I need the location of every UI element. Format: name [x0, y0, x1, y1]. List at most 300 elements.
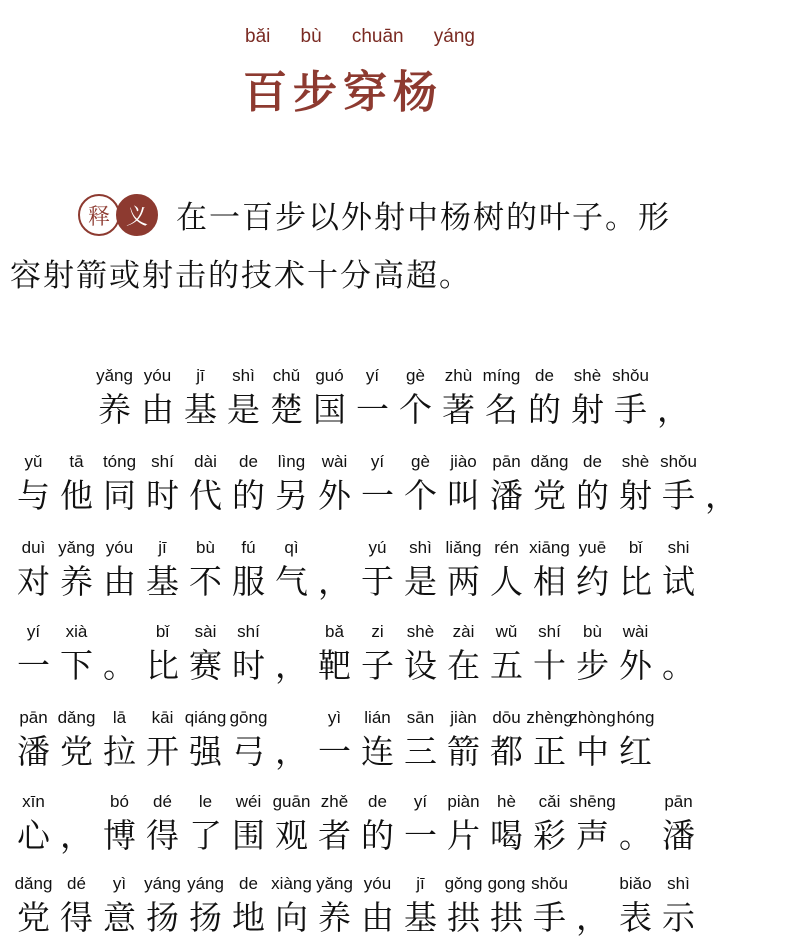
ruby-cell	[356, 452, 399, 516]
ruby-cell	[614, 452, 657, 516]
pinyin: yí	[26, 622, 41, 641]
hanzi: 一	[318, 732, 351, 771]
pinyin: yǔ	[24, 452, 43, 471]
pinyin: jī	[416, 874, 425, 893]
ruby-cell	[55, 792, 98, 856]
pinyin: zài	[452, 622, 475, 641]
hanzi: 外	[318, 476, 351, 515]
ruby-cell	[141, 792, 184, 856]
hanzi: 正	[533, 732, 566, 771]
hanzi: ，	[275, 732, 308, 771]
pinyin: qì	[284, 538, 299, 557]
ruby-cell	[184, 792, 227, 856]
pinyin: bǎ	[325, 622, 344, 641]
hanzi: 是	[404, 562, 437, 601]
ruby-cell	[523, 366, 566, 430]
hanzi: 约	[576, 562, 609, 601]
pinyin: wǔ	[495, 622, 518, 641]
hanzi: 设	[404, 646, 437, 685]
hanzi: 子	[361, 646, 394, 685]
hanzi: 。	[619, 816, 652, 855]
hanzi: 扬	[146, 898, 179, 937]
ruby-cell	[98, 538, 141, 602]
ruby-cell	[528, 708, 571, 772]
pinyin: zhù	[444, 366, 473, 385]
ruby-cell	[12, 538, 55, 602]
hanzi: 中	[576, 732, 609, 771]
pinyin: zhě	[320, 792, 349, 811]
pinyin: gōng	[229, 708, 268, 727]
pinyin: xiāng	[529, 538, 570, 557]
pinyin: xiàng	[271, 874, 312, 893]
pinyin: yóu	[105, 538, 134, 557]
pinyin: chǔ	[272, 366, 301, 385]
pinyin: shì	[667, 874, 690, 893]
ruby-cell	[12, 622, 55, 686]
hanzi: 拉	[103, 732, 136, 771]
hanzi: 党	[533, 476, 566, 515]
hanzi: 对	[17, 562, 50, 601]
pinyin: lā	[112, 708, 127, 727]
pinyin: bó	[110, 792, 129, 811]
ruby-cell	[356, 708, 399, 772]
pinyin: de	[535, 366, 554, 385]
ruby-cell	[270, 792, 313, 856]
hanzi: 的	[232, 476, 265, 515]
ruby-cell	[227, 792, 270, 856]
ruby-cell	[485, 874, 528, 938]
pinyin: duì	[21, 538, 46, 557]
pinyin: gǒng	[444, 874, 483, 893]
badge-char: 释	[78, 194, 120, 236]
hanzi: 时	[232, 646, 265, 685]
ruby-cell	[55, 622, 98, 686]
pinyin: xīn	[22, 792, 45, 811]
hanzi: ，	[576, 898, 609, 937]
definition-text-line: 容射箭或射击的技术十分高超。	[10, 258, 472, 294]
pinyin: shí	[237, 622, 260, 641]
pinyin: shǒu	[531, 874, 568, 893]
ruby-cell	[528, 874, 571, 938]
pinyin: hè	[497, 792, 516, 811]
hanzi: 强	[189, 732, 222, 771]
ruby-cell	[399, 874, 442, 938]
hanzi: 开	[146, 732, 179, 771]
hanzi: 下	[60, 646, 93, 685]
pinyin: yǎng	[96, 366, 133, 385]
ruby-cell	[227, 452, 270, 516]
pinyin: yáng	[144, 874, 181, 893]
ruby-cell	[98, 622, 141, 686]
hanzi: 表	[619, 898, 652, 937]
hanzi: 一	[17, 646, 50, 685]
hanzi: 声	[576, 816, 609, 855]
pinyin: tā	[69, 452, 84, 471]
pinyin: shǒu	[612, 366, 649, 385]
pinyin: bù	[196, 538, 215, 557]
pinyin: zhòng	[569, 708, 616, 727]
pinyin: shí	[151, 452, 174, 471]
hanzi: 红	[619, 732, 652, 771]
hanzi: 十	[533, 646, 566, 685]
pinyin: yì	[327, 708, 342, 727]
hanzi: 时	[146, 476, 179, 515]
hanzi: 基	[184, 390, 217, 429]
hanzi: 基	[146, 562, 179, 601]
hanzi: 试	[662, 562, 695, 601]
ruby-cell	[485, 708, 528, 772]
ruby-cell	[270, 708, 313, 772]
ruby-cell	[442, 622, 485, 686]
pinyin: xià	[65, 622, 88, 641]
hanzi: 。	[662, 646, 695, 685]
pinyin: bǐ	[628, 538, 643, 557]
pinyin: de	[583, 452, 602, 471]
ruby-cell	[184, 538, 227, 602]
pinyin: shè	[621, 452, 650, 471]
pinyin: de	[239, 874, 258, 893]
ruby-cell	[571, 452, 614, 516]
ruby-cell	[399, 792, 442, 856]
ruby-cell	[270, 622, 313, 686]
hanzi: 手	[533, 898, 566, 937]
ruby-cell	[528, 538, 571, 602]
pinyin: dé	[153, 792, 172, 811]
hanzi: 国	[313, 390, 346, 429]
pinyin: tóng	[102, 452, 137, 471]
ruby-cell	[485, 792, 528, 856]
ruby-cell	[12, 792, 55, 856]
ruby-cell	[308, 366, 351, 430]
pinyin: jiào	[450, 452, 477, 471]
hanzi: 一	[404, 816, 437, 855]
ruby-cell	[442, 874, 485, 938]
ruby-cell	[528, 792, 571, 856]
badge-char: 义	[116, 194, 158, 236]
hanzi: 拱	[447, 898, 480, 937]
hanzi: 喝	[490, 816, 523, 855]
hanzi: ，	[705, 476, 738, 515]
pinyin: cǎi	[538, 792, 561, 811]
pinyin: dǎng	[14, 874, 53, 893]
pinyin: guān	[272, 792, 311, 811]
hanzi: 不	[189, 562, 222, 601]
ruby-cell	[222, 366, 265, 430]
story-line	[12, 622, 700, 686]
hanzi: 了	[189, 816, 222, 855]
hanzi: 射	[619, 476, 652, 515]
title-pinyin-syllable: chuān	[351, 26, 404, 47]
pinyin: wéi	[235, 792, 262, 811]
hanzi: 比	[146, 646, 179, 685]
pinyin: wài	[622, 622, 649, 641]
hanzi: 由	[141, 390, 174, 429]
hanzi: 党	[17, 898, 50, 937]
ruby-cell	[700, 452, 743, 516]
pinyin: shè	[573, 366, 602, 385]
ruby-cell	[399, 538, 442, 602]
story-line	[93, 366, 695, 430]
ruby-cell	[141, 874, 184, 938]
ruby-cell	[98, 708, 141, 772]
hanzi: 彩	[533, 816, 566, 855]
pinyin: wài	[321, 452, 348, 471]
ruby-cell	[351, 366, 394, 430]
ruby-cell	[485, 452, 528, 516]
ruby-cell	[399, 622, 442, 686]
ruby-cell	[93, 366, 136, 430]
pinyin: yì	[112, 874, 127, 893]
pinyin: yǎng	[58, 538, 95, 557]
pinyin: gè	[406, 366, 425, 385]
pinyin: shí	[538, 622, 561, 641]
pinyin: qiáng	[184, 708, 227, 727]
pinyin: lián	[364, 708, 391, 727]
ruby-cell	[437, 366, 480, 430]
pinyin: bù	[583, 622, 602, 641]
story-line	[12, 538, 700, 602]
hanzi: 是	[227, 390, 260, 429]
ruby-cell	[571, 622, 614, 686]
pinyin: le	[198, 792, 213, 811]
hanzi: 得	[146, 816, 179, 855]
hanzi: 养	[318, 898, 351, 937]
hanzi: 五	[490, 646, 523, 685]
hanzi: 著	[442, 390, 475, 429]
story-line	[12, 874, 700, 938]
pinyin: yóu	[363, 874, 392, 893]
ruby-cell	[141, 708, 184, 772]
hanzi: 地	[232, 898, 265, 937]
ruby-cell	[571, 538, 614, 602]
ruby-cell	[442, 452, 485, 516]
pinyin: bǐ	[155, 622, 170, 641]
ruby-cell	[652, 366, 695, 430]
story-line	[12, 708, 657, 772]
pinyin: shǒu	[660, 452, 697, 471]
hanzi: 楚	[270, 390, 303, 429]
ruby-cell	[356, 874, 399, 938]
hanzi: 一	[361, 476, 394, 515]
hanzi: 。	[103, 646, 136, 685]
hanzi: 潘	[662, 816, 695, 855]
hanzi: 与	[17, 476, 50, 515]
ruby-cell	[55, 708, 98, 772]
ruby-cell	[55, 874, 98, 938]
hanzi: 于	[361, 562, 394, 601]
hanzi: 射	[571, 390, 604, 429]
hanzi: 拱	[490, 898, 523, 937]
pinyin: dōu	[492, 708, 521, 727]
pinyin: yí	[413, 792, 428, 811]
ruby-cell	[227, 622, 270, 686]
hanzi: 由	[103, 562, 136, 601]
hanzi: 意	[103, 898, 136, 937]
ruby-cell	[609, 366, 652, 430]
pinyin: sān	[406, 708, 435, 727]
ruby-cell	[313, 622, 356, 686]
ruby-cell	[184, 874, 227, 938]
hanzi: 个	[404, 476, 437, 515]
hanzi: 潘	[17, 732, 50, 771]
pinyin: jī	[196, 366, 205, 385]
hanzi: 箭	[447, 732, 480, 771]
ruby-cell	[566, 366, 609, 430]
hanzi: 个	[399, 390, 432, 429]
ruby-cell	[657, 622, 700, 686]
pinyin: shì	[409, 538, 432, 557]
pinyin: jī	[158, 538, 167, 557]
ruby-cell	[394, 366, 437, 430]
hanzi: 围	[232, 816, 265, 855]
ruby-cell	[485, 622, 528, 686]
ruby-cell	[657, 538, 700, 602]
ruby-cell	[614, 874, 657, 938]
hanzi: 的	[361, 816, 394, 855]
ruby-cell	[184, 452, 227, 516]
ruby-cell	[313, 874, 356, 938]
story-line	[12, 792, 700, 856]
hanzi: 三	[404, 732, 437, 771]
ruby-cell	[141, 538, 184, 602]
hanzi: 比	[619, 562, 652, 601]
ruby-cell	[270, 452, 313, 516]
hanzi: 外	[619, 646, 652, 685]
hanzi: 由	[361, 898, 394, 937]
hanzi: 心	[17, 816, 50, 855]
pinyin: fú	[241, 538, 256, 557]
hanzi: 在	[447, 646, 480, 685]
ruby-cell	[227, 708, 270, 772]
pinyin: sài	[194, 622, 217, 641]
ruby-cell	[356, 622, 399, 686]
hanzi: 手	[662, 476, 695, 515]
pinyin: yóu	[143, 366, 172, 385]
ruby-cell	[184, 622, 227, 686]
hanzi: 另	[275, 476, 308, 515]
ruby-cell	[356, 792, 399, 856]
ruby-cell	[313, 708, 356, 772]
hanzi: ，	[60, 816, 93, 855]
pinyin: shì	[232, 366, 255, 385]
page-title: 百步穿杨	[243, 67, 443, 118]
hanzi: 的	[528, 390, 561, 429]
hanzi: ，	[318, 562, 351, 601]
hanzi: 基	[404, 898, 437, 937]
ruby-cell	[98, 452, 141, 516]
hanzi: ，	[657, 390, 690, 429]
ruby-cell	[313, 452, 356, 516]
pinyin: de	[368, 792, 387, 811]
ruby-cell	[528, 622, 571, 686]
ruby-cell	[265, 366, 308, 430]
ruby-cell	[657, 874, 700, 938]
hanzi: 连	[361, 732, 394, 771]
pinyin: dài	[194, 452, 217, 471]
hanzi: 扬	[189, 898, 222, 937]
hanzi: 都	[490, 732, 523, 771]
definition-badge	[78, 194, 158, 236]
ruby-cell	[270, 874, 313, 938]
hanzi: 气	[275, 562, 308, 601]
pinyin: shi	[667, 538, 690, 557]
ruby-cell	[12, 452, 55, 516]
ruby-cell	[141, 452, 184, 516]
hanzi: 示	[662, 898, 695, 937]
hanzi: 两	[447, 562, 480, 601]
definition-text-line: 在一百步以外射中杨树的叶子。形	[176, 200, 671, 236]
hanzi: 他	[60, 476, 93, 515]
pinyin: dǎng	[530, 452, 569, 471]
ruby-cell	[528, 452, 571, 516]
pinyin: piàn	[447, 792, 480, 811]
ruby-cell	[184, 708, 227, 772]
hanzi: 步	[576, 646, 609, 685]
pinyin: jiàn	[450, 708, 477, 727]
pinyin: dǎng	[57, 708, 96, 727]
ruby-cell	[141, 622, 184, 686]
title-pinyin-syllable: bù	[300, 26, 322, 47]
pinyin: gè	[411, 452, 430, 471]
hanzi: ，	[275, 646, 308, 685]
pinyin: de	[239, 452, 258, 471]
hanzi: 相	[533, 562, 566, 601]
pinyin: yǎng	[316, 874, 353, 893]
hanzi: 观	[275, 816, 308, 855]
pinyin: yú	[368, 538, 387, 557]
ruby-cell	[12, 708, 55, 772]
hanzi: 人	[490, 562, 523, 601]
pinyin: yáng	[187, 874, 224, 893]
ruby-cell	[98, 874, 141, 938]
title-pinyin-syllable: yáng	[433, 26, 475, 47]
hanzi: 叫	[447, 476, 480, 515]
pinyin: pān	[492, 452, 521, 471]
hanzi: 的	[576, 476, 609, 515]
hanzi: 同	[103, 476, 136, 515]
ruby-cell	[442, 708, 485, 772]
hanzi: 赛	[189, 646, 222, 685]
title-pinyin-syllable: bǎi	[245, 26, 271, 47]
pinyin: lìng	[277, 452, 306, 471]
ruby-cell	[614, 622, 657, 686]
pinyin: shēng	[569, 792, 616, 811]
ruby-cell	[480, 366, 523, 430]
pinyin: yí	[370, 452, 385, 471]
story-line	[12, 452, 743, 516]
pinyin: kāi	[151, 708, 174, 727]
pinyin: míng	[482, 366, 521, 385]
pinyin: yí	[365, 366, 380, 385]
ruby-cell	[313, 538, 356, 602]
ruby-cell	[270, 538, 313, 602]
hanzi: 者	[318, 816, 351, 855]
hanzi: 手	[614, 390, 647, 429]
ruby-cell	[657, 792, 700, 856]
pinyin: zhèng	[526, 708, 573, 727]
hanzi: 得	[60, 898, 93, 937]
ruby-cell	[98, 792, 141, 856]
title-pinyin	[245, 26, 475, 48]
hanzi: 向	[275, 898, 308, 937]
ruby-cell	[136, 366, 179, 430]
pinyin: gong	[487, 874, 526, 893]
ruby-cell	[227, 874, 270, 938]
ruby-cell	[442, 792, 485, 856]
ruby-cell	[313, 792, 356, 856]
hanzi: 服	[232, 562, 265, 601]
hanzi: 靶	[318, 646, 351, 685]
